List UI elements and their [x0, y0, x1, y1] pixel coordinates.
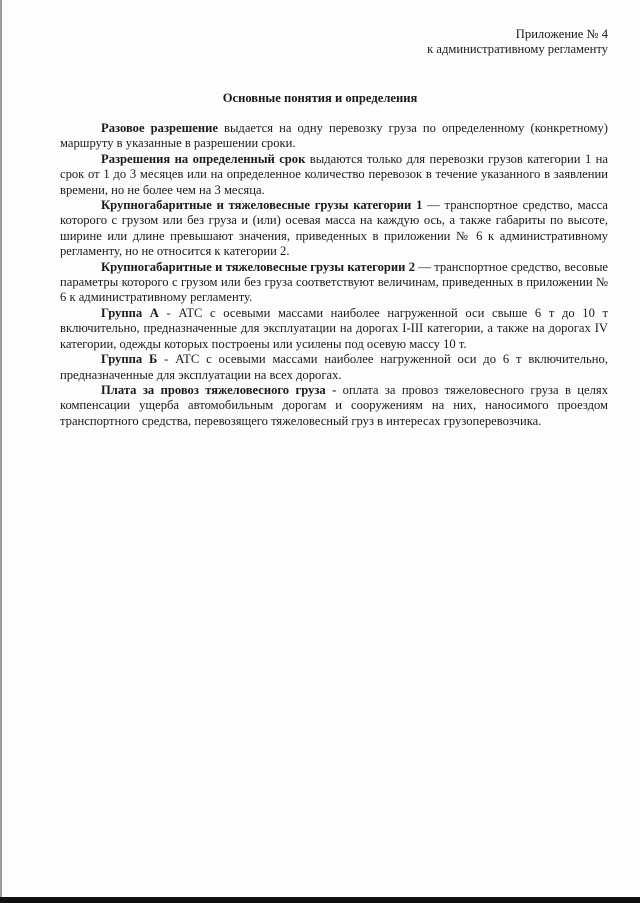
definition-term: Разовое разрешение	[101, 121, 218, 135]
scan-left-edge	[0, 0, 2, 903]
definition-term: Группа А	[101, 305, 159, 320]
definition-text: — транспортное средство, весовые параметры которого с грузом или без груза соответствуют величинам, приведенных в приложении № 6 к административному регламенту.	[60, 259, 608, 305]
definition-term: Плата за провоз тяжеловесного груза -	[101, 382, 337, 397]
definition-paragraph-group-b	[60, 352, 608, 383]
definition-term: Крупногабаритные и тяжеловесные грузы категории 1	[101, 198, 423, 213]
definition-paragraph-heavy-cargo-fee	[60, 383, 608, 429]
definition-paragraph-category-1	[60, 198, 608, 260]
definition-text: - АТС с осевыми массами наиболее нагруженной оси до 6 т включительно, предназначенные для эксплуатации на всех дорогах.	[60, 352, 608, 382]
definition-text: выдается на одну перевозку груза по определенному (конкретному) маршруту в указанные в разрешении сроки.	[60, 121, 608, 151]
definition-text: оплата за провоз тяжеловесного груза в целях компенсации ущерба автомобильным дорогам и сооружениям на них, наносимого проездом транспортного средства, перевозящего тяжеловесный груз в интересах грузоперевозчика.	[60, 382, 608, 428]
definition-term: Разрешения на определенный срок	[101, 151, 306, 166]
scan-bottom-edge	[0, 897, 640, 903]
appendix-note	[427, 27, 608, 57]
appendix-line-1: Приложение № 4	[515, 27, 608, 41]
definition-text: - АТС с осевыми массами наиболее нагруженной оси свыше 6 т до 10 т включительно, предназначенные для эксплуатации на дорогах I-III категории, а также на дорогах IV категории, одежды которых построены или усилены под осевую массу 10 т.	[60, 305, 609, 351]
definitions-list	[60, 121, 608, 429]
definition-paragraph-group-a	[60, 306, 608, 352]
definition-paragraph-single-permit	[60, 121, 608, 152]
appendix-line-2: к административному регламенту	[427, 42, 608, 56]
definition-paragraph-category-2	[60, 260, 608, 306]
definition-text: выдаются только для перевозки грузов категории 1 на срок от 1 до 3 месяцев или на определенное количество перевозок в течение указанного в заявлении времени, но не более чем на 3 месяца.	[60, 151, 608, 197]
definition-term: Крупногабаритные и тяжеловесные грузы категории 2	[101, 259, 416, 274]
document-title: Основные понятия и определения	[222, 91, 418, 105]
definition-text: — транспортное средство, масса которого с грузом или без груза и (или) осевая масса на каждую ось, а также габариты по высоте, ширине или длине превышают значения, приведенных в приложении № 6 к административному регламенту, но не относится к категории 2.	[60, 198, 608, 259]
definition-paragraph-term-permit	[60, 152, 608, 198]
definition-term: Группа Б	[101, 352, 158, 367]
